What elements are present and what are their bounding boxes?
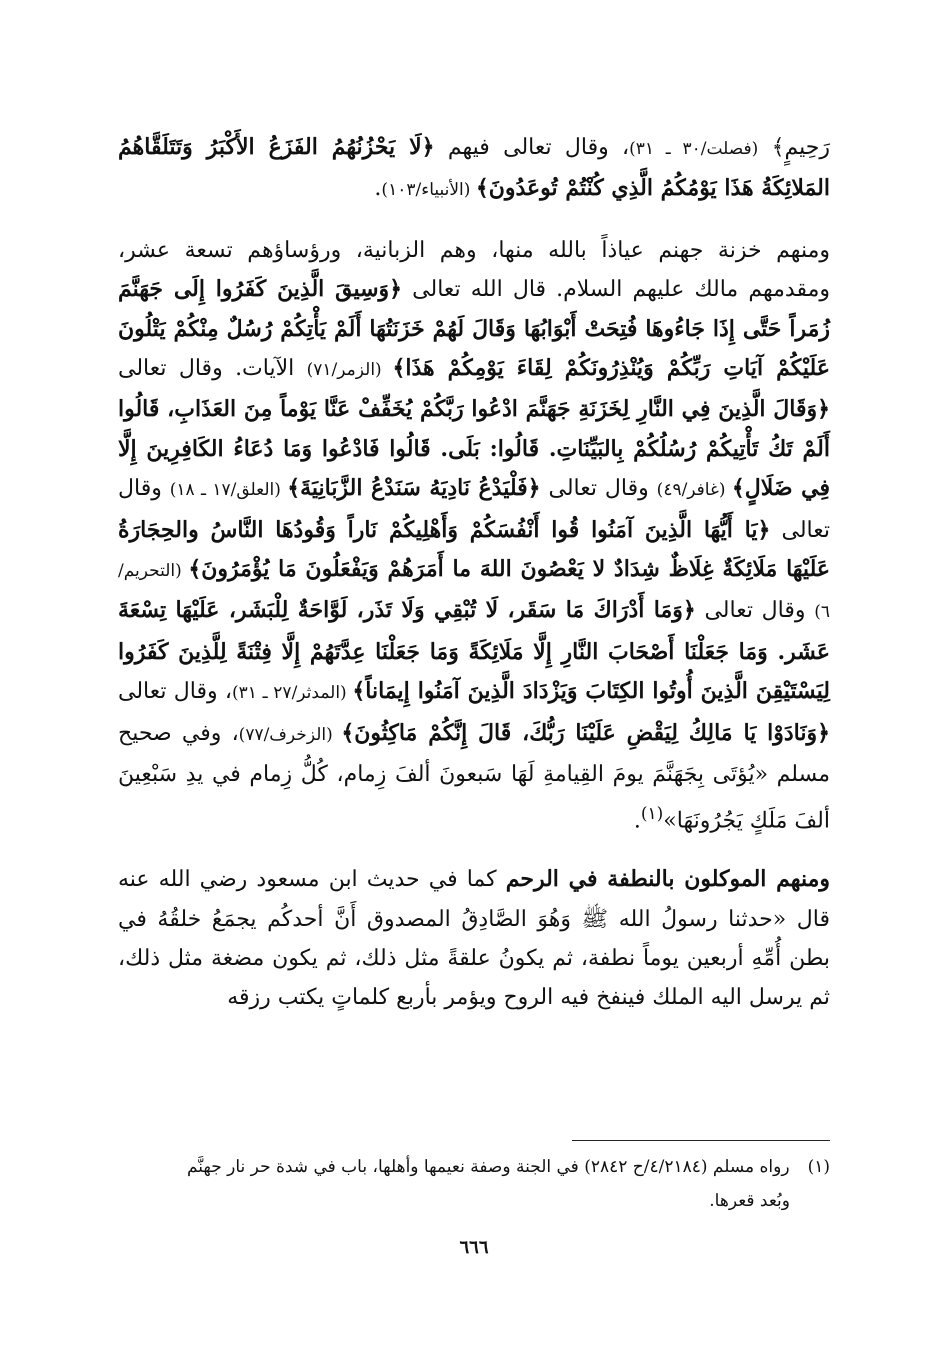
quran-verse: ﴿وَنَادَوْا يَا مَالِكُ لِيَقْضِ عَلَيْنَا رَبُّكَ، قَالَ إِنَّكُمْ مَاكِثُونَ﴾ <box>341 719 830 746</box>
citation: (فصلت/٣٠ ـ ٣١) <box>629 139 759 159</box>
citation: (الزمر/٧١) <box>306 360 393 381</box>
citation: (غافر/٤٩) <box>656 480 732 501</box>
text: وقال تعالى <box>540 476 657 502</box>
text: وقال تعالى <box>695 598 815 624</box>
quran-verse: ﴿وَقَالَ الَّذِينَ فِي النَّارِ لِخَزَنَةِ جَهَنَّمَ ادْعُوا رَبَّكُمْ يُخَفِّفْ عَنَّا يَوْماً مِنَ العَذَابِ، قَالُوا أَلَمْ تَكُ تَأْتِيكُمْ رُسُلُكُمْ بِالبَيِّنَاتِ. قَالُوا: بَلَى. قَالُوا فَادْعُوا وَمَا دُعَاءُ الكَافِرِينَ إِلَّا فِي ضَلَالٍ﴾ <box>118 396 830 502</box>
text: كما في حديث ابن مسعود رضي الله عنه قال «حدثنا رسولُ الله ﷺ وَهُوَ الصَّادِقُ المصدوق أَنَّ أحدكُم يجمَعُ خلقُهُ في بطن أُمِّهِ أربعين يوماً نطفة، ثم يكونُ علقةً مثل ذلك، ثم يكون مضغة مثل ذلك، ثم يرسل اليه الملك فينفخ فيه الروح ويؤمر بأربع كلماتٍ يكتب رزقه <box>118 867 830 1011</box>
footnote-line <box>118 1150 830 1184</box>
text: رَحِيمٍ﴾ <box>758 135 830 160</box>
footnote-line-continued: وبُعد قعرها. <box>709 1191 790 1211</box>
citation: (العلق/١٧ ـ ١٨) <box>169 480 288 501</box>
citation: (التحريم/٦) <box>118 561 830 623</box>
paragraph-3 <box>118 860 830 1018</box>
section-lead: ومنهم الموكلون بالنطفة في الرحم <box>505 866 830 893</box>
page-number: ٦٦٦ <box>459 1237 489 1258</box>
text: وقال تعالى <box>118 476 830 543</box>
footnote <box>118 1150 830 1218</box>
footnote-text: رواه مسلم (٤/٢١٨٤/ح ٢٨٤٢) في الجنة وصفة نعيمها وأهلها، باب في شدة حر نار جهنَّم <box>186 1157 790 1177</box>
footnote-divider <box>572 1140 830 1141</box>
footnote-number: (١) <box>807 1157 830 1177</box>
quran-verse: ﴿لَا يَحْزُنُهُمُ الفَزَعُ الأَكْبَرُ وَتَتَلَقَّاهُمُ المَلائِكَةُ هَذَا يَوْمُكُمُ الَّذِي كُنْتُمْ تُوعَدُونَ﴾ <box>118 134 830 202</box>
quran-verse: ﴿وَمَا أَدْرَاكَ مَا سَقَر، لَا تُبْقِي وَلَا تَذَر، لَوَّاحَةٌ لِلْبَشَر، عَلَيْهَا تِسْعَةَ عَشَر. وَمَا جَعَلْنَا أَصْحَابَ النَّارِ إِلَّا مَلَائِكَةً وَمَا جَعَلْنَا عِدَّتَهُمْ إِلَّا فِتْنَةً لِلَّذِينَ كَفَرُوا لِيَسْتَيْقِنَ الَّذِينَ أُوتُوا الكِتَابَ وَيَزْدَادَ الَّذِينَ آمَنُوا إِيمَاناً﴾ <box>118 597 830 705</box>
text: ، وقال تعالى <box>118 679 232 705</box>
footnote-reference[interactable]: (١) <box>640 803 664 824</box>
quran-verse: ﴿يَا أَيُّهَا الَّذِينَ آمَنُوا قُوا أَنْفُسَكُمْ وَأَهْلِيكُمْ نَاراً وَقُودُهَا النَّاسُ والحِجَارَةُ عَلَيْهَا مَلَائِكَةٌ غِلَاظٌ شِدَادٌ لا يَعْصُونَ اللهَ ما أَمَرَهُمْ وَيَفْعَلُونَ مَا يُؤْمَرُونَ﴾ <box>118 516 830 583</box>
text: ، وقال تعالى فيهم <box>434 135 630 160</box>
text: الآيات. وقال تعالى <box>118 356 307 382</box>
paragraph-1 <box>118 128 830 211</box>
citation: (المدثر/٢٧ ـ ٣١) <box>232 683 353 704</box>
citation: (الأنبياء/١٠٣) <box>381 180 476 201</box>
text: ، وفي صحيح مسلم «يُؤتَى بِجَهَنَّمَ يومَ القِيامةِ لَهَا سَبعونَ ألفَ زِمام، كُلُّ زِمام في يدِ سَبْعِينَ ألفَ مَلَكٍ يَجُرُونَهَا» <box>118 720 830 833</box>
text: . <box>374 176 382 202</box>
quran-verse: ﴿وَسِيقَ الَّذِينَ كَفَرُوا إِلَى جَهَنَّمَ زُمَراً حَتَّى إِذَا جَاءُوهَا فُتِحَتْ أَبْوَابُهَا وَقَالَ لَهُمْ خَزَنَتُهَا أَلَمْ يَأْتِكُمْ رُسُلٌ مِنْكُمْ يَتْلُونَ عَلَيْكُمْ آيَاتِ رَبِّكُمْ وَيُنْذِرُونَكُمْ لِقَاءَ يَوْمِكُمْ هَذَا﴾ <box>118 276 830 382</box>
page-body <box>118 128 830 1018</box>
paragraph-2 <box>118 231 830 840</box>
quran-verse: ﴿فَلْيَدْعُ نَادِيَهُ سَنَدْعُ الزَّبَانِيَةَ﴾ <box>287 475 541 502</box>
text: . <box>633 807 641 833</box>
citation: (الزخرف/٧٧) <box>238 724 342 745</box>
text: ومنهم خزنة جهنم عياذاً بالله منها، وهم الزبانية، ورؤساؤهم تسعة عشر، ومقدمهم مالك عليهم السلام. قال الله تعالى <box>118 237 830 303</box>
